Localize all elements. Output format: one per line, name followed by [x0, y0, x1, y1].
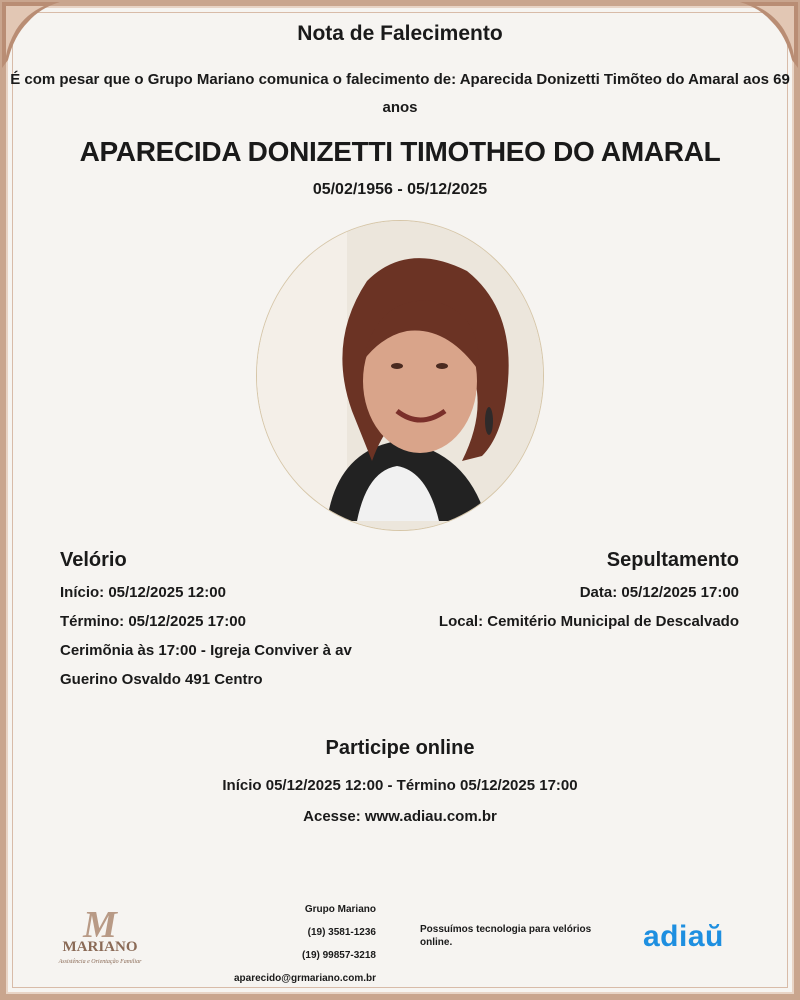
velorio-section	[60, 549, 380, 694]
velorio-heading: Velório	[60, 549, 127, 571]
mariano-logo	[46, 905, 154, 971]
deceased-name: APARECIDA DONIZETTI TIMOTHEO DO AMARAL	[79, 136, 721, 167]
velorio-start: Início: 05/12/2025 12:00	[60, 584, 226, 601]
contact-block	[176, 898, 376, 990]
sepultamento-date: Data: 05/12/2025 17:00	[579, 584, 739, 601]
online-heading: Participe online	[325, 737, 475, 759]
tech-note: Possuímos tecnologia para velórios online.	[420, 924, 592, 948]
svg-text:M: M	[83, 905, 117, 946]
velorio-end: Término: 05/12/2025 17:00	[60, 613, 246, 630]
sepultamento-section	[379, 549, 739, 636]
page-title: Nota de Falecimento	[297, 22, 503, 45]
deceased-photo	[257, 221, 543, 530]
online-access-link[interactable]: Acesse: www.adiau.com.br	[303, 808, 497, 825]
velorio-ceremony-line1: Cerimõnia às 17:00 - Igreja Conviver à av	[60, 642, 352, 659]
company-name: Grupo Mariano	[304, 904, 376, 915]
adiau-logo: adiaŭ	[643, 920, 724, 953]
phone-1: (19) 3581-1236	[307, 927, 376, 938]
sepultamento-heading: Sepultamento	[606, 549, 739, 571]
online-times: Início 05/12/2025 12:00 - Término 05/12/2025 17:00	[222, 777, 578, 794]
sepultamento-location: Local: Cemitério Municipal de Descalvado	[438, 613, 739, 630]
life-dates: 05/02/1956 - 05/12/2025	[312, 181, 488, 198]
logo-subtitle: Assistência e Orientação Familiar	[58, 959, 142, 965]
logo-text: MARIANO	[62, 939, 138, 955]
announcement-text: É com pesar que o Grupo Mariano comunica o falecimento de: Aparecida Donizetti Timõteo do Amaral aos 69 anos	[10, 71, 790, 116]
velorio-ceremony-line2: Guerino Osvaldo 491 Centro	[60, 671, 263, 688]
email[interactable]: aparecido@grmariano.com.br	[233, 973, 376, 984]
phone-2: (19) 99857-3218	[302, 950, 376, 961]
